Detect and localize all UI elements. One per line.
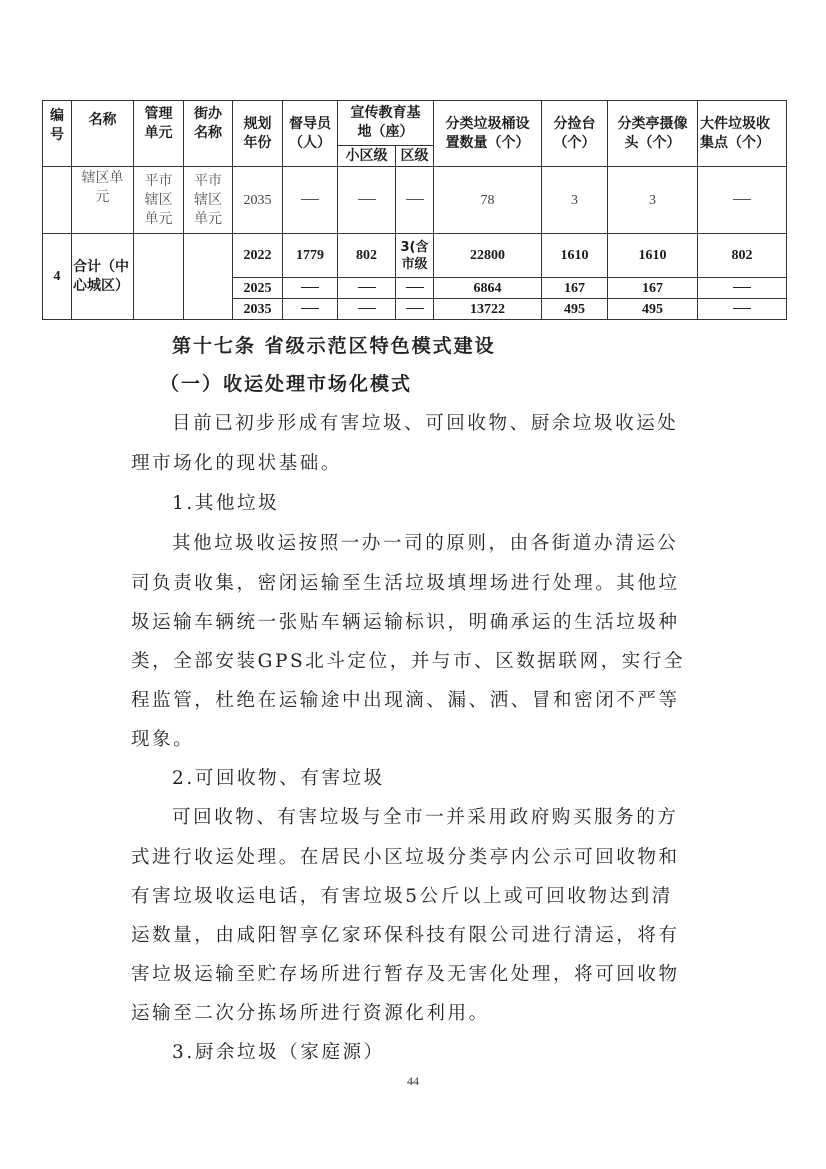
paragraph-line: 类，全部安装GPS北斗定位，并与市、区数据联网，实行全 [131, 651, 686, 672]
cell-year: 2035 [233, 167, 283, 234]
cell-name: 合计（中 心城区） [72, 234, 134, 320]
facility-table [42, 100, 787, 320]
cell-bins: 22800 [434, 234, 542, 278]
cell-id [43, 167, 72, 234]
cell-cameras: 495 [608, 299, 698, 320]
cell-sorting-stations: 167 [542, 278, 608, 299]
cell-edu-community [338, 299, 396, 320]
item-title: 3.厨余垃圾（家庭源） [172, 1042, 385, 1063]
paragraph-line: 运输至二次分拣场所进行资源化利用。 [131, 1003, 490, 1024]
paragraph-line: 其他垃圾收运按照一办一司的原则，由各街道办清运公 [172, 533, 679, 554]
cell-mgmt-unit: 平市 辖区 单元 [134, 167, 184, 234]
cell-supervisors: 1779 [283, 234, 338, 278]
cell-bulky-points [698, 167, 787, 234]
header-plan-year: 规划 年份 [233, 101, 283, 167]
cell-street-office: 平市 辖区 单元 [184, 167, 233, 234]
cell-edu-community: 802 [338, 234, 396, 278]
cell-edu-district: 3(含 市级 [396, 234, 434, 278]
paragraph-line: 有害垃圾收运电话，有害垃圾5公斤以上或可回收物达到清 [131, 886, 673, 907]
cell-name: 辖区单 元 [72, 167, 134, 234]
cell-mgmt-unit [134, 234, 184, 320]
cell-bulky-points [698, 278, 787, 299]
cell-edu-district [396, 299, 434, 320]
cell-street-office [184, 234, 233, 320]
cell-bins: 6864 [434, 278, 542, 299]
cell-bulky-points: 802 [698, 234, 787, 278]
cell-supervisors [283, 167, 338, 234]
header-cameras: 分类亭摄像 头（个） [608, 101, 698, 167]
cell-cameras: 167 [608, 278, 698, 299]
cell-edu-district [396, 167, 434, 234]
paragraph-line: 现象。 [131, 729, 195, 750]
header-bins: 分类垃圾桶设 置数量（个） [434, 101, 542, 167]
cell-year: 2035 [233, 299, 283, 320]
cell-supervisors [283, 278, 338, 299]
cell-bins: 78 [434, 167, 542, 234]
header-bulky-points: 大件垃圾收 集点（个） [698, 101, 787, 167]
section-title: （一）收运处理市场化模式 [160, 373, 413, 395]
cell-edu-district [396, 278, 434, 299]
paragraph-line: 程监管，杜绝在运输途中出现滴、漏、洒、冒和密闭不严等 [131, 690, 680, 711]
header-name: 名称 [72, 101, 134, 167]
cell-sorting-stations: 1610 [542, 234, 608, 278]
table-row [43, 234, 787, 278]
paragraph-line: 式进行收运处理。在居民小区垃圾分类亭内公示可回收物和 [131, 847, 680, 868]
paragraph-line: 目前已初步形成有害垃圾、可回收物、厨余垃圾收运处 [172, 413, 679, 434]
article-title: 第十七条 省级示范区特色模式建设 [172, 335, 496, 357]
cell-sorting-stations: 3 [542, 167, 608, 234]
paragraph-line: 害垃圾运输至贮存场所进行暂存及无害化处理，将可回收物 [131, 964, 680, 985]
header-edu-district: 区级 [396, 146, 434, 167]
page-number: 44 [407, 1074, 419, 1088]
header-street-office: 街办 名称 [184, 101, 233, 167]
paragraph-line: 可回收物、有害垃圾与全市一并采用政府购买服务的方 [172, 807, 679, 828]
cell-sorting-stations: 495 [542, 299, 608, 320]
header-sorting-stations: 分捡台 （个） [542, 101, 608, 167]
paragraph-line: 圾运输车辆统一张贴车辆运输标识，明确承运的生活垃圾种 [131, 612, 680, 633]
paragraph-line: 司负责收集，密闭运输至生活垃圾填埋场进行处理。其他垃 [131, 573, 680, 594]
cell-year: 2022 [233, 234, 283, 278]
cell-edu-community [338, 167, 396, 234]
cell-bins: 13722 [434, 299, 542, 320]
cell-cameras: 3 [608, 167, 698, 234]
cell-bulky-points [698, 299, 787, 320]
table-row [43, 167, 787, 234]
cell-edu-community [338, 278, 396, 299]
cell-supervisors [283, 299, 338, 320]
header-id: 编号 [43, 101, 72, 167]
cell-cameras: 1610 [608, 234, 698, 278]
item-title: 2.可回收物、有害垃圾 [172, 768, 385, 789]
cell-id: 4 [43, 234, 72, 320]
header-supervisors: 督导员 （人） [283, 101, 338, 167]
header-mgmt-unit: 管理 单元 [134, 101, 184, 167]
paragraph-line: 理市场化的现状基础。 [131, 453, 343, 474]
header-edu-community: 小区级 [338, 146, 396, 167]
cell-year: 2025 [233, 278, 283, 299]
item-title: 1.其他垃圾 [172, 493, 280, 514]
header-edu-base: 宣传教育基 地（座） [338, 101, 434, 146]
paragraph-line: 运数量，由咸阳智享亿家环保科技有限公司进行清运，将有 [131, 925, 680, 946]
